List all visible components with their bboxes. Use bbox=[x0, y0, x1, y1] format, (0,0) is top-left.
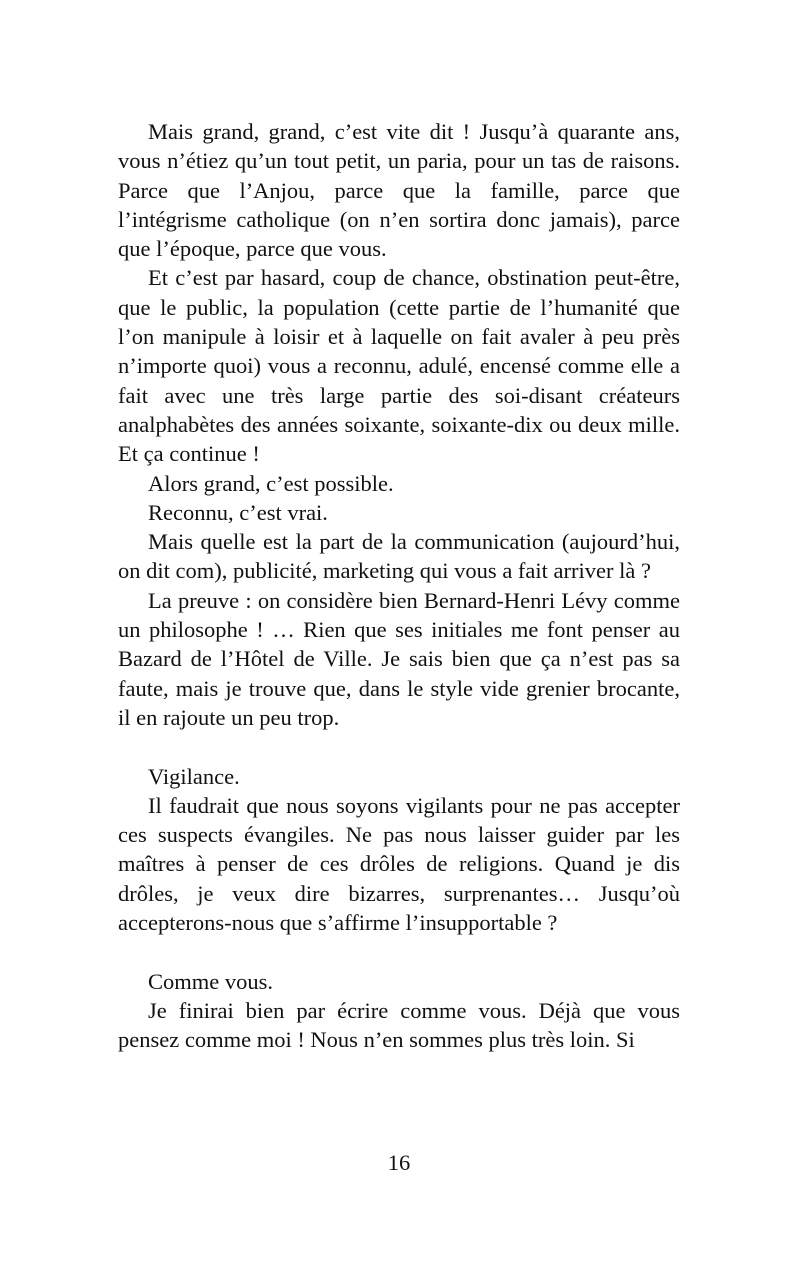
page-number: 16 bbox=[387, 1150, 411, 1175]
paragraph: Mais grand, grand, c’est vite dit ! Jusqu’à quarante ans, vous n’étiez qu’un tout petit, un paria, pour un tas de raisons. Parce que l’Anjou, parce que la famille, parce que l’intégrisme catholique (on n’en sortira donc jamais), parce que l’époque, parce que vous. bbox=[118, 119, 680, 262]
paragraph: Et c’est par hasard, coup de chance, obstination peut-être, que le public, la population (cette partie de l’humanité que l’on manipule à loisir et à laquelle on fait avaler à peu près n’importe quoi) vous a reconnu, adulé, encensé comme elle a fait avec une très large partie des soi-disant créateurs analphabètes des années soixante, soixante-dix ou deux mille. Et ça continue ! bbox=[118, 265, 680, 467]
paragraph: La preuve : on considère bien Bernard-Henri Lévy comme un philosophe ! … Rien que ses initiales me font penser au Bazard de l’Hôtel de Ville. Je sais bien que ça n’est pas sa faute, mais je trouve que, dans le style vide grenier brocante, il en rajoute un peu trop. bbox=[118, 587, 680, 730]
paragraph: Je finirai bien par écrire comme vous. Déjà que vous pensez comme moi ! Nous n’en sommes plus très loin. Si bbox=[118, 997, 680, 1053]
paragraph: Il faudrait que nous soyons vigilants pour ne pas accepter ces suspects évangiles. Ne pas nous laisser guider par les maîtres à penser de ces drôles de religions. Quand je dis drôles, je veux dire bizarres, surprenantes… Jusqu’où accepterons-nous que s’affirme l’insupportable ? bbox=[118, 792, 680, 936]
paragraph: Alors grand, c’est possible. bbox=[148, 470, 394, 496]
section-heading: Comme vous. bbox=[148, 968, 274, 994]
paragraph: Reconnu, c’est vrai. bbox=[148, 499, 328, 525]
section-break bbox=[118, 937, 680, 966]
section-break bbox=[118, 732, 680, 761]
section-heading: Vigilance. bbox=[148, 763, 240, 789]
paragraph: Mais quelle est la part de la communication (aujourd’hui, on dit com), publicité, marketing qui vous a fait arriver là ? bbox=[118, 529, 680, 584]
page-body bbox=[118, 117, 680, 1055]
